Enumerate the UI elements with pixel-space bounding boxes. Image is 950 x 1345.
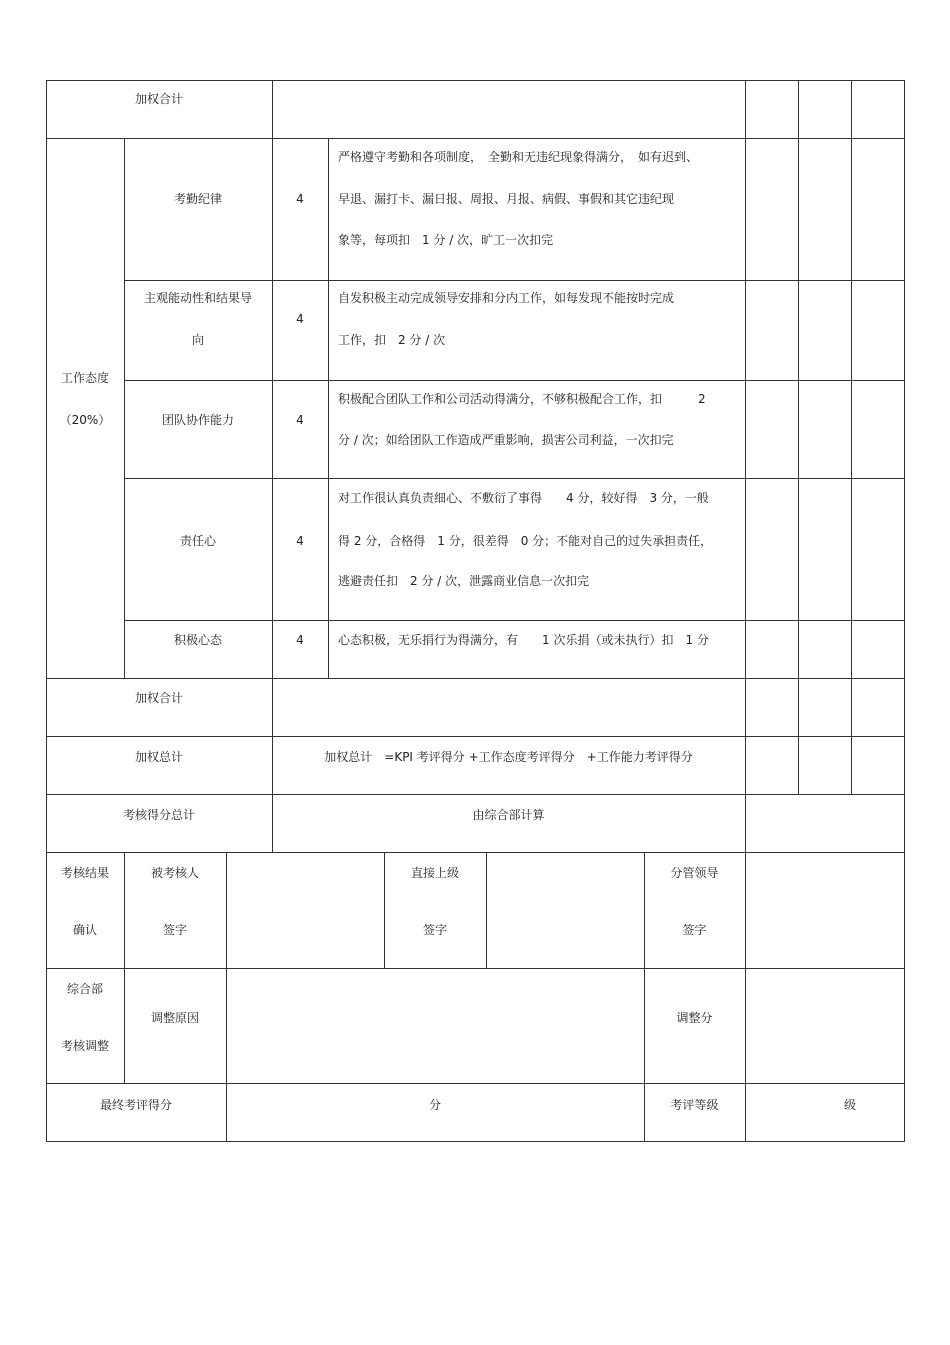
supervisor-label-line: 签字 (422, 923, 447, 937)
rule (328, 138, 329, 678)
item-name: 团队协作能力 (161, 413, 234, 427)
final-score-unit: 分 (428, 1098, 441, 1112)
item-name: 积极心态 (173, 633, 222, 647)
rule (46, 80, 904, 81)
rule (124, 138, 125, 678)
item-score: 4 (296, 192, 304, 206)
item-score: 4 (296, 633, 304, 647)
rule (46, 968, 904, 969)
item-score: 4 (296, 312, 304, 326)
rule (124, 852, 125, 1083)
rule (124, 380, 904, 381)
item-name: 责任心 (179, 534, 216, 548)
attitude-weight-label: （20%） (59, 413, 111, 427)
item-description-line: 分 / 次；如给团队工作造成严重影响，损害公司利益，一次扣完 (338, 433, 674, 447)
item-description-line: 逃避责任扣 2 分 / 次，泄露商业信息一次扣完 (338, 574, 590, 588)
item-description-line: 早退、漏打卡、漏日报、周报、月报、病假、事假和其它违纪现 (338, 192, 675, 206)
confirm-label-line: 确认 (72, 923, 97, 937)
adjust-reason-label: 调整原因 (150, 1011, 199, 1025)
item-score: 4 (296, 413, 304, 427)
adjust-label-line: 综合部 (66, 982, 103, 996)
adjust-label-line: 考核调整 (60, 1039, 109, 1053)
item-name-line: 主观能动性和结果导 (143, 291, 252, 305)
item-description-line: 自发积极主动完成领导安排和分内工作，如每发现不能按时完成 (338, 291, 675, 305)
weighted-total-label: 加权总计 (134, 750, 183, 764)
attitude-category-label: 工作态度 (60, 371, 109, 385)
leader-label-line: 分管领导 (670, 866, 719, 880)
grade-label: 考评等级 (670, 1098, 719, 1112)
rule (486, 852, 487, 968)
appraisee-label-line: 签字 (162, 923, 187, 937)
rule (46, 1083, 904, 1084)
item-name-line: 向 (191, 333, 204, 347)
weighted-sum-label: 加权合计 (134, 92, 183, 106)
item-score: 4 (296, 534, 304, 548)
item-description-line: 严格遵守考勤和各项制度， 全勤和无违纪现象得满分， 如有迟到、 (338, 150, 699, 164)
item-name: 考勤纪律 (173, 192, 222, 206)
rule (851, 80, 852, 794)
supervisor-label-line: 直接上级 (410, 866, 459, 880)
item-description-line: 得 2 分，合格得 1 分，很差得 0 分；不能对自己的过失承担责任， (338, 534, 713, 548)
rule (46, 678, 904, 679)
rule (124, 280, 904, 281)
appraisee-label-line: 被考核人 (150, 866, 199, 880)
item-description-line: 工作，扣 2 分 / 次 (338, 333, 446, 347)
leader-label-line: 签字 (682, 923, 707, 937)
final-score-label: 最终考评得分 (99, 1098, 172, 1112)
score-total-label: 考核得分总计 (122, 808, 195, 822)
weighted-sum-label: 加权合计 (134, 691, 183, 705)
rule (745, 80, 746, 852)
rule (904, 80, 905, 1142)
item-description-line: 心态积极，无乐捐行为得满分，有 1 次乐捐（或未执行）扣 1 分 (338, 633, 709, 647)
grade-unit: 级 (843, 1098, 856, 1112)
weighted-total-formula: 加权总计 =KPI 考评得分 +工作态度考评得分 +工作能力考评得分 (324, 750, 693, 764)
rule (46, 138, 904, 139)
rule (124, 478, 904, 479)
adjust-score-label: 调整分 (676, 1011, 713, 1025)
rule (46, 736, 904, 737)
rule (124, 620, 904, 621)
item-description-line: 象等，每项扣 1 分 / 次，旷工一次扣完 (338, 233, 554, 247)
rule (798, 80, 799, 794)
rule (46, 794, 904, 795)
confirm-label-line: 考核结果 (60, 866, 109, 880)
score-total-value: 由综合部计算 (472, 808, 545, 822)
item-description-line: 对工作很认真负责细心、不敷衍了事得 4 分，较好得 3 分，一般 (338, 491, 709, 505)
item-description-line: 积极配合团队工作和公司活动得满分，不够积极配合工作，扣 2 (338, 392, 706, 406)
rule (46, 1141, 905, 1142)
rule (46, 852, 904, 853)
